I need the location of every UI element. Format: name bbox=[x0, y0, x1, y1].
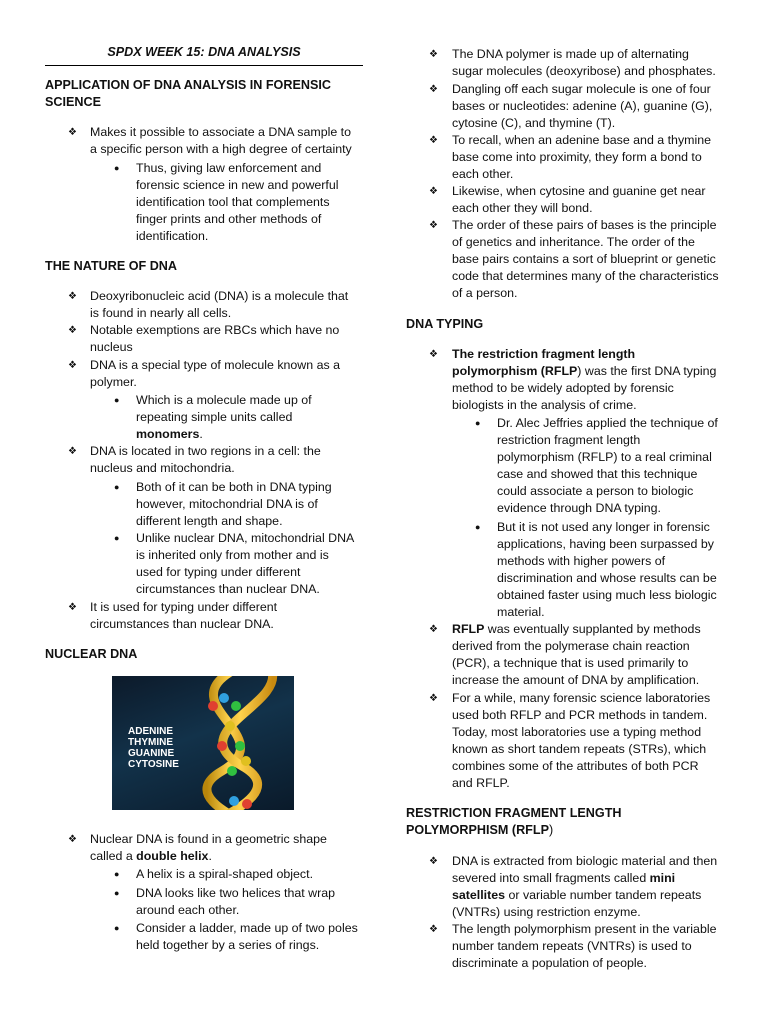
dot-bullet-icon: ● bbox=[114, 482, 120, 492]
list-subitem: Dr. Alec Jeffries applied the technique of restriction fragment length polymorphism (RFLP) to a real criminal case and showed that this technique could associate a person to biologic evidence through DNA typing. bbox=[497, 416, 718, 515]
list-subitem: A helix is a spiral-shaped object. bbox=[136, 867, 314, 881]
list-subitem: DNA looks like two helices that wrap around each other. bbox=[136, 886, 336, 917]
list-item: Dangling off each sugar molecule is one of four bases or nucleotides: adenine (A), guanine (G), cytosine (C), and thymine (T). bbox=[452, 82, 713, 130]
image-label-guanine: GUANINE bbox=[128, 748, 175, 759]
list-item: It is used for typing under different circumstances than nuclear DNA. bbox=[90, 600, 278, 631]
page-title: SPDX WEEK 15: DNA ANALYSIS bbox=[107, 45, 301, 59]
section-heading-dna-typing: DNA TYPING bbox=[406, 317, 484, 331]
diamond-bullet-icon: ❖ bbox=[429, 186, 438, 197]
section-heading-application-line1: APPLICATION OF DNA ANALYSIS IN FORENSIC bbox=[45, 78, 331, 92]
section-heading-nature: THE NATURE OF DNA bbox=[45, 259, 177, 273]
diamond-bullet-icon: ❖ bbox=[429, 220, 438, 231]
diamond-bullet-icon: ❖ bbox=[429, 49, 438, 60]
diamond-bullet-icon: ❖ bbox=[68, 291, 77, 302]
image-label-thymine: THYMINE bbox=[128, 737, 173, 748]
section-heading-nuclear: NUCLEAR DNA bbox=[45, 647, 138, 661]
diamond-bullet-icon: ❖ bbox=[68, 325, 77, 336]
list-item: DNA is extracted from biologic material and then severed into small fragments called mini satellites or variable number tandem repeats (VNTRs) using restriction enzyme. bbox=[452, 854, 718, 919]
section-heading-application-line2: SCIENCE bbox=[45, 95, 101, 109]
diamond-bullet-icon: ❖ bbox=[68, 834, 77, 845]
list-item: DNA is a special type of molecule known as a polymer. bbox=[90, 358, 341, 389]
list-subitem: Both of it can be both in DNA typing however, mitochondrial DNA is of different length and shape. bbox=[136, 480, 332, 528]
list-subitem: But it is not used any longer in forensic applications, having been surpassed by methods with higher powers of discrimination and whose results can be obtained faster using much less biologic material. bbox=[497, 520, 717, 619]
diamond-bullet-icon: ❖ bbox=[429, 693, 438, 704]
dot-bullet-icon: ● bbox=[114, 888, 120, 898]
dot-bullet-icon: ● bbox=[114, 163, 120, 173]
dot-bullet-icon: ● bbox=[114, 869, 120, 879]
diamond-bullet-icon: ❖ bbox=[429, 349, 438, 360]
list-item: Makes it possible to associate a DNA sample to a specific person with a high degree of certainty bbox=[90, 125, 352, 156]
list-item: To recall, when an adenine base and a thymine base come into proximity, they form a bond to each other. bbox=[452, 133, 711, 181]
dot-bullet-icon: ● bbox=[114, 923, 120, 933]
list-subitem: Consider a ladder, made up of two poles held together by a series of rings. bbox=[136, 921, 358, 952]
diamond-bullet-icon: ❖ bbox=[429, 856, 438, 867]
list-item: Nuclear DNA is found in a geometric shape called a double helix. bbox=[90, 832, 327, 863]
list-item: RFLP was eventually supplanted by methods derived from the polymerase chain reaction (PCR), a technique that is used primarily to increase the amount of DNA by amplification. bbox=[452, 622, 701, 687]
list-subitem: Unlike nuclear DNA, mitochondrial DNA is inherited only from mother and is used for typing under different circumstances than nuclear DNA. bbox=[136, 531, 355, 596]
list-item: The length polymorphism present in the variable number tandem repeats (VNTRs) is used to discriminate a population of people. bbox=[452, 922, 717, 970]
diamond-bullet-icon: ❖ bbox=[429, 84, 438, 95]
dna-helix-image bbox=[112, 676, 294, 810]
section-heading-rflp-line2: POLYMORPHISM (RFLP) bbox=[406, 823, 554, 837]
diamond-bullet-icon: ❖ bbox=[68, 127, 77, 138]
image-label-cytosine: CYTOSINE bbox=[128, 759, 179, 770]
list-item: The restriction fragment length polymorphism (RFLP) was the first DNA typing method to be widely adopted by forensic biologists in the analysis of crime. bbox=[452, 347, 717, 412]
diamond-bullet-icon: ❖ bbox=[68, 446, 77, 457]
title-underline bbox=[45, 65, 363, 66]
diamond-bullet-icon: ❖ bbox=[429, 924, 438, 935]
dot-bullet-icon: ● bbox=[114, 533, 120, 543]
diamond-bullet-icon: ❖ bbox=[429, 135, 438, 146]
list-item: DNA is located in two regions in a cell: the nucleus and mitochondria. bbox=[90, 444, 321, 475]
image-label-adenine: ADENINE bbox=[128, 726, 174, 737]
dot-bullet-icon: ● bbox=[114, 395, 120, 405]
dot-bullet-icon: ● bbox=[475, 522, 481, 532]
dot-bullet-icon: ● bbox=[475, 418, 481, 428]
list-subitem: Thus, giving law enforcement and forensic science in new and powerful identification tool that complements finger prints and other methods of identification. bbox=[136, 161, 339, 243]
list-item: Deoxyribonucleic acid (DNA) is a molecule that is found in nearly all cells. bbox=[90, 289, 349, 320]
list-item: Notable exemptions are RBCs which have no nucleus bbox=[90, 323, 340, 354]
list-subitem: Which is a molecule made up of repeating simple units called monomers. bbox=[136, 393, 312, 441]
diamond-bullet-icon: ❖ bbox=[68, 602, 77, 613]
list-item: Likewise, when cytosine and guanine get near each other they will bond. bbox=[452, 184, 706, 215]
list-item: The DNA polymer is made up of alternating sugar molecules (deoxyribose) and phosphates. bbox=[452, 47, 716, 78]
diamond-bullet-icon: ❖ bbox=[68, 360, 77, 371]
section-heading-rflp-line1: RESTRICTION FRAGMENT LENGTH bbox=[406, 806, 622, 820]
list-item: The order of these pairs of bases is the principle of genetics and inheritance. The order of the base pairs contains a sort of blueprint or genetic code that determines many of the characteristics of a person. bbox=[452, 218, 719, 300]
list-item: For a while, many forensic science laboratories used both RFLP and PCR methods in tandem. Today, most laboratories use a typing method known as short tandem repeats (STRs), which combines some of the attributes of both PCR and RFLP. bbox=[452, 691, 711, 790]
diamond-bullet-icon: ❖ bbox=[429, 624, 438, 635]
